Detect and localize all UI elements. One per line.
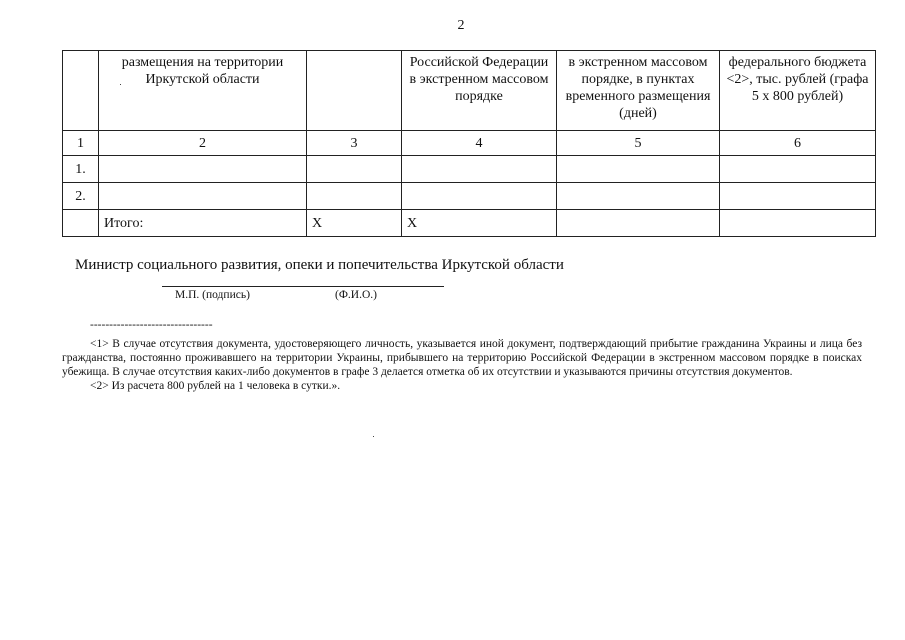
total-col4-mark: X	[402, 210, 557, 237]
table-header-row	[63, 51, 876, 131]
header-cell	[63, 51, 99, 131]
table-row	[63, 183, 876, 210]
column-number: 3	[307, 131, 402, 156]
column-number: 2	[99, 131, 307, 156]
footnotes	[62, 337, 862, 393]
column-number: 1	[63, 131, 99, 156]
column-number-row	[63, 131, 876, 156]
table-cell	[307, 156, 402, 183]
signature-line	[162, 286, 444, 287]
footnote-separator: --------------------------------	[90, 319, 213, 331]
total-label: Итого:	[99, 210, 307, 237]
footnote-1: <1> В случае отсутствия документа, удостоверяющего личность, указывается иной документ, подтверждающий прибытие гражданина Украины и лица без гражданства, постоянно проживавшего на территории Украины, прибывшего на территорию Российской Федерации в экстренном массовом порядке в поисках убежища. В случае отсутствия каких-либо документов в графе 3 делается отметка об их отсутствии и указываются причины отсутствия документов.	[62, 338, 862, 378]
table-cell	[402, 156, 557, 183]
row-number: 2.	[63, 183, 99, 210]
table-cell	[99, 183, 307, 210]
header-cell: Российской Федерации в экстренном массовом порядке	[402, 51, 557, 131]
header-cell: в экстренном массовом порядке, в пунктах временного размещения (дней)	[557, 51, 720, 131]
table-cell	[307, 183, 402, 210]
header-cell	[307, 51, 402, 131]
table-cell	[557, 183, 720, 210]
minister-title: Министр социального развития, опеки и попечительства Иркутской области	[75, 257, 564, 273]
page-number: 2	[457, 18, 465, 33]
column-number: 6	[720, 131, 876, 156]
table-cell	[720, 183, 876, 210]
header-cell: федерального бюджета <2>, тыс. рублей (графа 5 x 800 рублей)	[720, 51, 876, 131]
column-number: 4	[402, 131, 557, 156]
table-cell	[402, 183, 557, 210]
table-cell	[557, 156, 720, 183]
row-number: 1.	[63, 156, 99, 183]
scan-speck	[373, 436, 374, 437]
column-number: 5	[557, 131, 720, 156]
footnote-2: <2> Из расчета 800 рублей на 1 человека в сутки.».	[90, 380, 341, 392]
table-cell	[99, 156, 307, 183]
report-table	[62, 50, 876, 237]
table-cell	[557, 210, 720, 237]
table-row	[63, 156, 876, 183]
total-row	[63, 210, 876, 237]
table-cell	[720, 210, 876, 237]
table-cell	[63, 210, 99, 237]
total-col3-mark: X	[307, 210, 402, 237]
full-name-label: (Ф.И.О.)	[335, 289, 377, 301]
scan-speck	[120, 84, 121, 85]
stamp-signature-label: М.П. (подпись)	[175, 289, 250, 301]
header-cell: размещения на территории Иркутской области	[99, 51, 307, 131]
table-cell	[720, 156, 876, 183]
